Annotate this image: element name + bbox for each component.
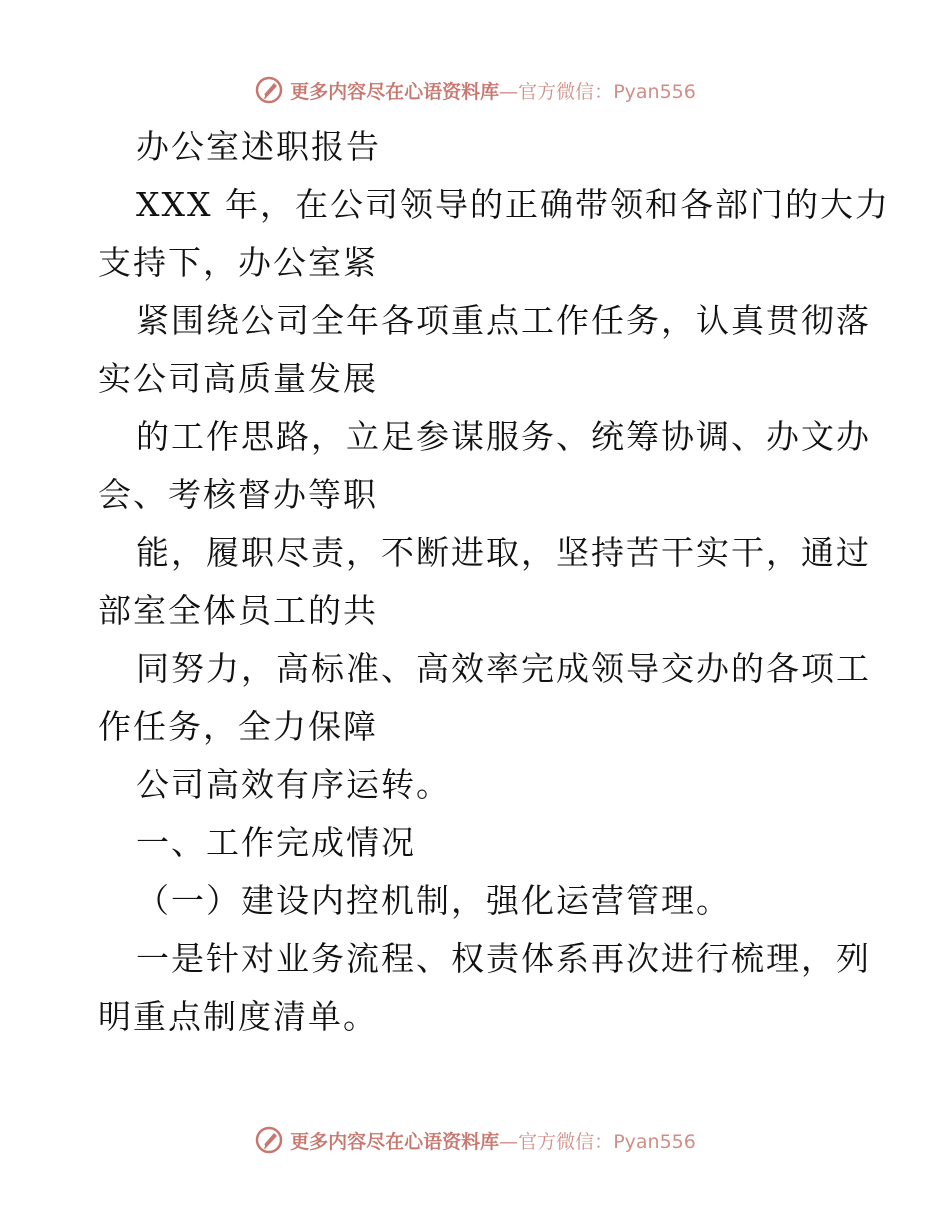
paragraph-line: 会、考核督办等职: [98, 475, 378, 514]
paragraph-line: 实公司高质量发展: [98, 359, 378, 398]
watermark-text: 更多内容尽在心语资料库—官方微信：Pyan556: [290, 80, 696, 103]
paragraph-line: 一是针对业务流程、权责体系再次进行梳理，列: [136, 939, 871, 978]
paragraph-line: 明重点制度清单。: [98, 997, 378, 1036]
watermark-text: 更多内容尽在心语资料库—官方微信：Pyan556: [290, 1130, 696, 1153]
header-watermark: [0, 70, 950, 110]
paragraph-line: 公司高效有序运转。: [136, 765, 451, 804]
document-body: [98, 118, 890, 1046]
paragraph-line: 紧围绕公司全年各项重点工作任务，认真贯彻落: [136, 301, 871, 340]
document-title: 办公室述职报告: [136, 127, 381, 166]
paragraph-line: 的工作思路，立足参谋服务、统筹协调、办文办: [136, 417, 871, 456]
paragraph-line: 同努力，高标准、高效率完成领导交办的各项工: [136, 649, 871, 688]
subsection-heading: （一）建设内控机制，强化运营管理。: [136, 881, 731, 920]
quill-pen-logo-icon: [254, 75, 284, 105]
paragraph-line: 支持下，办公室紧: [98, 243, 378, 282]
paragraph-line: 能，履职尽责，不断进取，坚持苦干实干，通过: [136, 533, 871, 572]
section-heading: 一、工作完成情况: [136, 823, 416, 862]
paragraph-line: 部室全体员工的共: [98, 591, 378, 630]
quill-pen-logo-icon: [254, 1125, 284, 1155]
paragraph-line: XXX 年，在公司领导的正确带领和各部门的大力: [136, 185, 890, 224]
footer-watermark: [0, 1120, 950, 1160]
paragraph-line: 作任务，全力保障: [98, 707, 378, 746]
